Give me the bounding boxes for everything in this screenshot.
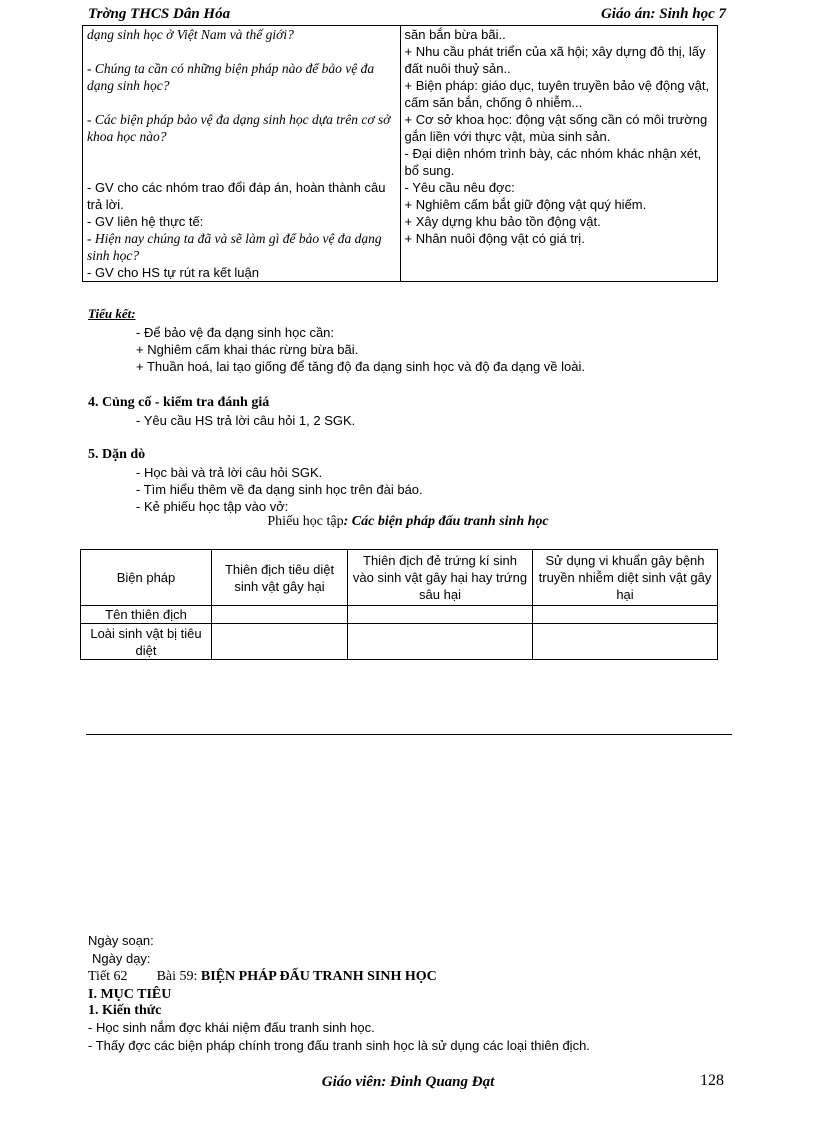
bai-number: Bài 59: [156, 969, 198, 984]
table-cell [212, 606, 348, 624]
teacher-activity-cell [83, 26, 401, 282]
tiet-number: Tiết 62 [88, 969, 128, 984]
left-line-2: - Chúng ta cần có những biện pháp nào để bảo vệ đa dạng sinh học? [87, 61, 375, 93]
kien-thuc-heading: 1. Kiến thức [88, 1003, 162, 1018]
right-line-9: + Nhân nuôi động vật có giá trị. [404, 231, 585, 246]
dan-do-line-1: - Học bài và trả lời câu hỏi SGK. [136, 465, 323, 480]
page-footer [0, 1072, 816, 1096]
right-line-1: săn bắn bừa bãi.. [404, 27, 506, 42]
left-line-7: - GV cho HS tự rút ra kết luận [87, 265, 259, 280]
right-line-5: - Đại diện nhóm trình bày, các nhóm khác nhận xét, bổ sung. [404, 146, 702, 178]
kien-thuc-line-1: - Học sinh nắm đợc khái niệm đấu tranh sinh học. [88, 1020, 375, 1035]
right-line-8: + Xây dựng khu bảo tồn động vật. [404, 214, 601, 229]
tieu-ket-line-2: + Nghiêm cấm khai thác rừng bừa bãi. [136, 342, 359, 357]
activity-table [82, 25, 718, 282]
cung-co-heading: 4. Củng cố - kiểm tra đánh giá [88, 395, 270, 410]
table-cell [348, 624, 533, 660]
bai-title: BIỆN PHÁP ĐẤU TRANH SINH HỌC [200, 969, 437, 984]
dan-do-line-2: - Tìm hiểu thêm về đa dạng sinh học trên đài báo. [136, 482, 423, 497]
left-line-6: - Hiện nay chúng ta đã và sẽ làm gì để bảo vệ đa dạng sinh học? [87, 231, 382, 263]
right-line-7: + Nghiêm cấm bắt giữ động vật quý hiếm. [404, 197, 647, 212]
left-line-3: - Các biện pháp bảo vệ đa dạng sinh học dựa trên cơ sở khoa học nào? [87, 112, 391, 144]
row-ten-thien-dich: Tên thiên địch [81, 606, 212, 624]
table-cell [533, 624, 718, 660]
col-vi-khuan: Sử dụng vi khuẩn gây bệnh truyền nhiễm diệt sinh vật gây hại [533, 550, 718, 606]
page-number: 128 [700, 1072, 724, 1089]
left-line-4: - GV cho các nhóm trao đổi đáp án, hoàn thành câu trả lời. [87, 180, 386, 212]
row-loai-sinh-vat: Loài sinh vật bị tiêu diệt [81, 624, 212, 660]
page-header [88, 6, 726, 26]
tieu-ket-line-1: - Để bảo vệ đa dạng sinh học cần: [136, 325, 335, 340]
worksheet-table [80, 549, 718, 660]
cung-co-line-1: - Yêu cầu HS trả lời câu hỏi 1, 2 SGK. [136, 413, 356, 428]
left-line-1: dạng sinh học ở Việt Nam và thế giới? [87, 27, 294, 42]
dan-do-heading: 5. Dặn dò [88, 447, 146, 462]
page-divider [86, 734, 732, 735]
phieu-title [0, 514, 816, 530]
lesson-heading [88, 968, 437, 985]
right-line-2: + Nhu cầu phát triển của xã hội; xây dựng đô thị, lấy đất nuôi thuỷ sản.. [404, 44, 706, 76]
col-bien-phap: Biện pháp [81, 550, 212, 606]
phieu-title-prefix: Phiếu học tập [267, 514, 344, 529]
table-cell [348, 606, 533, 624]
muc-tieu-heading: I. MỤC TIÊU [88, 987, 172, 1002]
phieu-title-sub: : Các biện pháp đấu tranh sinh học [343, 514, 549, 529]
ngay-day: Ngày dạy: [92, 951, 151, 966]
dan-do-line-3: - Kẻ phiếu học tập vào vở: [136, 499, 289, 514]
student-activity-cell [400, 26, 718, 282]
ngay-soan: Ngày soạn: [88, 933, 154, 948]
right-line-4: + Cơ sở khoa học: động vật sống cần có môi trường gắn liền với thực vật, mùa sinh sản. [404, 112, 708, 144]
school-name: Trờng THCS Dân Hóa [88, 6, 231, 22]
subject-name: Giáo án: Sinh học 7 [600, 6, 726, 22]
tieu-ket-title: Tiểu kết: [88, 306, 136, 321]
col-thien-dich-tieu-diet: Thiên địch tiêu diệt sinh vật gây hại [212, 550, 348, 606]
table-cell [212, 624, 348, 660]
col-thien-dich-ki-sinh: Thiên địch đẻ trứng kí sinh vào sinh vật gây hại hay trứng sâu hại [348, 550, 533, 606]
right-line-6: - Yêu cầu nêu đợc: [404, 180, 515, 195]
left-line-5: - GV liên hệ thực tế: [87, 214, 204, 229]
table-cell [533, 606, 718, 624]
kien-thuc-line-2: - Thấy đợc các biện pháp chính trong đấu tranh sinh học là sử dụng các loại thiên địch. [88, 1038, 590, 1053]
right-line-3: + Biện pháp: giáo dục, tuyên truyền bảo vệ động vật, cấm săn bắn, chống ô nhiễm... [404, 78, 710, 110]
teacher-name: Giáo viên: Đinh Quang Đạt [321, 1074, 495, 1090]
tieu-ket-line-3: + Thuần hoá, lai tạo giống để tăng độ đa dạng sinh học và độ đa dạng về loài. [136, 359, 585, 374]
